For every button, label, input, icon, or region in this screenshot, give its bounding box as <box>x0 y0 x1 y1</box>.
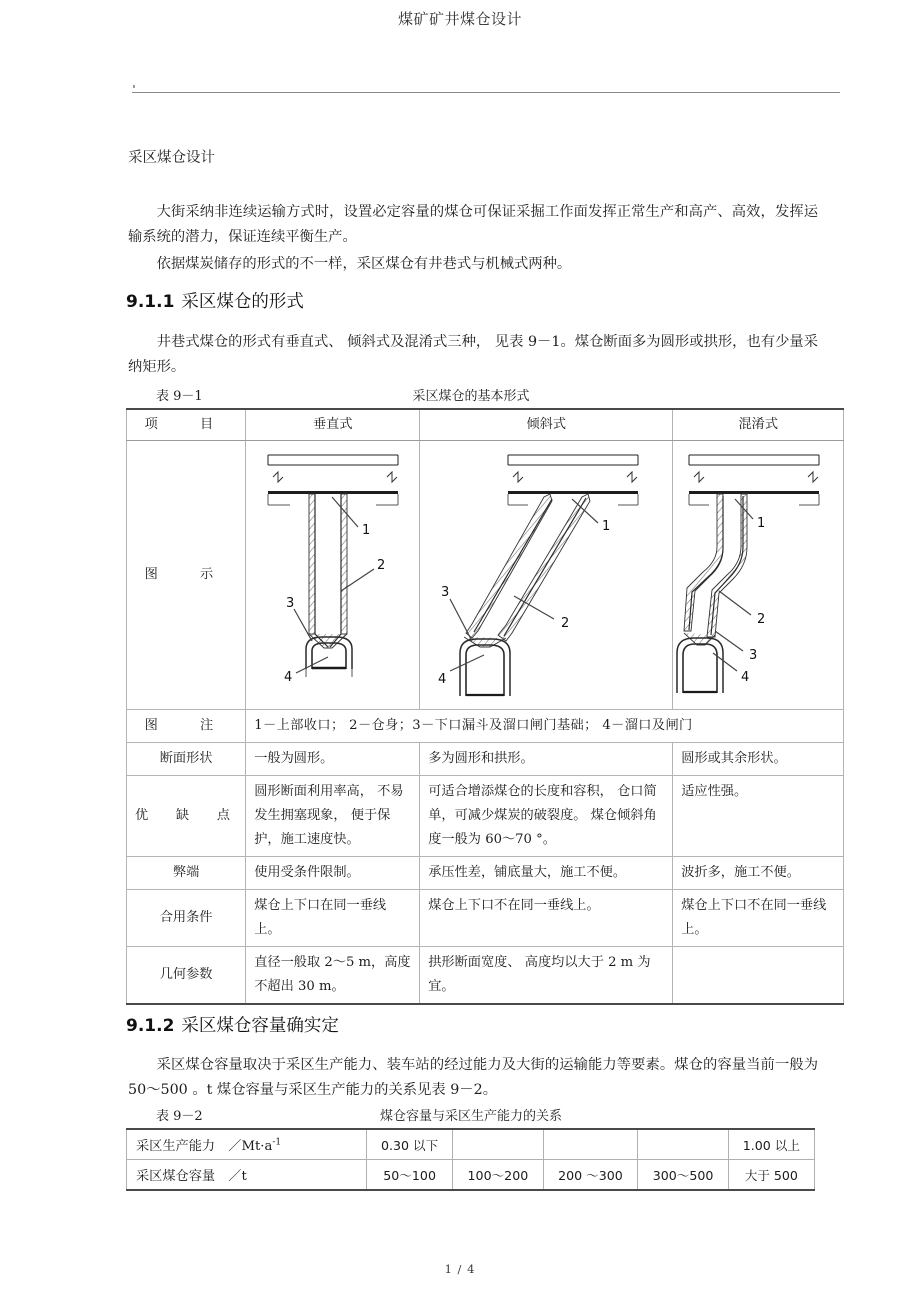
table1-conditions-vertical: 煤仓上下口在同一垂线上。 <box>246 890 420 947</box>
table1-header-vertical: 垂直式 <box>246 409 420 441</box>
paragraph-3: 井巷式煤仓的形式有垂直式、 倾斜式及混淆式三种， 见表 9－1。煤仓断面多为圆形或拱形，也有少量采纳矩形。 <box>128 334 818 375</box>
table2-caption-title: 煤仓容量与采区生产能力的关系 <box>379 1109 562 1124</box>
paragraph-4: 采区煤仓容量取决于采区生产能力、装车站的经过能力及大街的运输能力等要素。煤仓的容量当前一般为 50～500 。t 煤仓容量与采区生产能力的关系见表 9－2。 <box>128 1057 818 1098</box>
page-footer: 1 / 4 <box>444 1262 476 1276</box>
table1-caption-label: 表 9－1 <box>156 389 203 404</box>
table2-rowlabel-production-capacity-text: 采区生产能力 ／Mt·a <box>136 1139 273 1154</box>
svg-text:4: 4 <box>438 672 447 687</box>
section-label: 采区煤仓设计 <box>128 150 215 166</box>
table1-drawbacks-vertical: 使用受条件限制。 <box>246 857 420 890</box>
inclined-bunker-diagram <box>420 441 672 709</box>
table1-rowlabel-pros-cons: 优 缺 点 <box>127 776 246 857</box>
table2-vol-cell-3: 200 ～300 <box>543 1160 638 1191</box>
svg-text:2: 2 <box>561 616 570 631</box>
table1-drawbacks-mixed: 波折多，施工不便。 <box>673 857 844 890</box>
svg-text:1: 1 <box>602 519 611 534</box>
table1-section-shape-mixed: 圆形或其余形状。 <box>673 743 844 776</box>
paragraph-2: 依据煤炭储存的形式的不一样，采区煤仓有井巷式与机械式两种。 <box>156 256 572 272</box>
table1-drawbacks-inclined: 承压性差，铺底量大，施工不便。 <box>420 857 673 890</box>
table1-rowlabel-geometry: 几何参数 <box>127 947 246 1005</box>
table1-row-section-shape <box>127 743 844 776</box>
table1-row-figures <box>127 441 844 710</box>
table2-row-bunker-capacity <box>127 1160 815 1191</box>
table1-caption-title: 采区煤仓的基本形式 <box>412 389 530 404</box>
heading-9-1-1 <box>126 288 304 313</box>
table-capacity-vs-production <box>126 1128 815 1191</box>
table1-section-shape-inclined: 多为圆形和拱形。 <box>420 743 673 776</box>
figure-mixed-bunker <box>673 441 844 710</box>
table1-row-geometry <box>127 947 844 1005</box>
table1-row-figure-notes <box>127 710 844 743</box>
svg-text:3: 3 <box>286 596 295 611</box>
mixed-bunker-diagram <box>673 441 843 709</box>
table1-pros-cons-mixed: 适应性强。 <box>673 776 844 857</box>
header-rule-tick <box>133 85 135 88</box>
heading-9-1-1-number: 9.1.1 <box>126 292 175 312</box>
table2-cap-cell-5: 1.00 以上 <box>728 1129 814 1160</box>
paragraph-1: 大街采纳非连续运输方式时，设置必定容量的煤仓可保证采掘工作面发挥正常生产和高产、高效，发挥运输系统的潜力，保证连续平衡生产。 <box>128 204 818 245</box>
table2-rowlabel-production-capacity <box>127 1129 367 1160</box>
table2-rowlabel-bunker-capacity-text: 采区煤仓容量 ／t <box>136 1169 247 1184</box>
figure-inclined-bunker <box>420 441 673 710</box>
vertical-bunker-diagram <box>246 441 419 709</box>
table1-conditions-inclined: 煤仓上下口不在同一垂线上。 <box>420 890 673 947</box>
svg-text:4: 4 <box>284 670 293 685</box>
header-divider-rule <box>132 92 840 93</box>
table1-row-pros-cons <box>127 776 844 857</box>
table1-header-row <box>127 409 844 441</box>
table1-pros-cons-vertical: 圆形断面利用率高， 不易发生拥塞现象， 便于保护，施工速度快。 <box>246 776 420 857</box>
table2-cap-cell-2 <box>453 1129 543 1160</box>
table1-header-item: 项 目 <box>127 409 246 441</box>
svg-text:4: 4 <box>741 670 750 685</box>
heading-9-1-1-text: 采区煤仓的形式 <box>181 292 304 312</box>
document-header-title: 煤矿矿井煤仓设计 <box>397 10 522 28</box>
heading-9-1-2 <box>126 1012 339 1037</box>
svg-text:3: 3 <box>749 648 758 663</box>
table2-rowlabel-bunker-capacity <box>127 1160 367 1191</box>
table1-geometry-mixed <box>673 947 844 1005</box>
table1-rowlabel-figure-note: 图 注 <box>127 710 246 743</box>
table1-conditions-mixed: 煤仓上下口不在同一垂线上。 <box>673 890 844 947</box>
table1-rowlabel-figure: 图 示 <box>127 441 246 710</box>
table2-vol-cell-1: 50～100 <box>367 1160 453 1191</box>
table1-row-conditions <box>127 890 844 947</box>
table2-caption-label: 表 9－2 <box>156 1109 203 1124</box>
svg-text:2: 2 <box>377 558 386 573</box>
table2-cap-cell-3 <box>543 1129 638 1160</box>
table1-rowlabel-conditions: 合用条件 <box>127 890 246 947</box>
table1-figure-note-text: 1－上部收口； 2－仓身；3－下口漏斗及溜口闸门基础； 4－溜口及闸门 <box>246 710 844 743</box>
table2-vol-cell-5: 大于 500 <box>728 1160 814 1191</box>
table1-rowlabel-section-shape: 断面形状 <box>127 743 246 776</box>
table1-row-drawbacks <box>127 857 844 890</box>
table2-vol-cell-4: 300～500 <box>638 1160 728 1191</box>
table-coal-bunker-forms <box>126 408 844 1005</box>
table1-rowlabel-drawbacks: 弊端 <box>127 857 246 890</box>
table1-header-mixed: 混淆式 <box>673 409 844 441</box>
table2-vol-cell-2: 100～200 <box>453 1160 543 1191</box>
table1-section-shape-vertical: 一般为圆形。 <box>246 743 420 776</box>
table1-header-inclined: 倾斜式 <box>420 409 673 441</box>
svg-text:1: 1 <box>362 523 371 538</box>
table2-row-production-capacity <box>127 1129 815 1160</box>
table1-geometry-vertical: 直径一般取 2～5 m，高度不超出 30 m。 <box>246 947 420 1005</box>
svg-text:2: 2 <box>757 612 766 627</box>
table1-pros-cons-inclined: 可适合增添煤仓的长度和容积， 仓口简单，可减少煤炭的破裂度。 煤仓倾斜角度一般为 60～70 °。 <box>420 776 673 857</box>
table2-cap-cell-1: 0.30 以下 <box>367 1129 453 1160</box>
table1-geometry-inclined: 拱形断面宽度、 高度均以大于 2 m 为宜。 <box>420 947 673 1005</box>
table2-rowlabel-production-capacity-sup: -1 <box>272 1137 282 1148</box>
svg-text:3: 3 <box>441 585 450 600</box>
svg-text:1: 1 <box>757 516 766 531</box>
table2-cap-cell-4 <box>638 1129 728 1160</box>
figure-vertical-bunker <box>246 441 420 710</box>
heading-9-1-2-number: 9.1.2 <box>126 1016 175 1036</box>
heading-9-1-2-text: 采区煤仓容量确实定 <box>181 1016 339 1036</box>
